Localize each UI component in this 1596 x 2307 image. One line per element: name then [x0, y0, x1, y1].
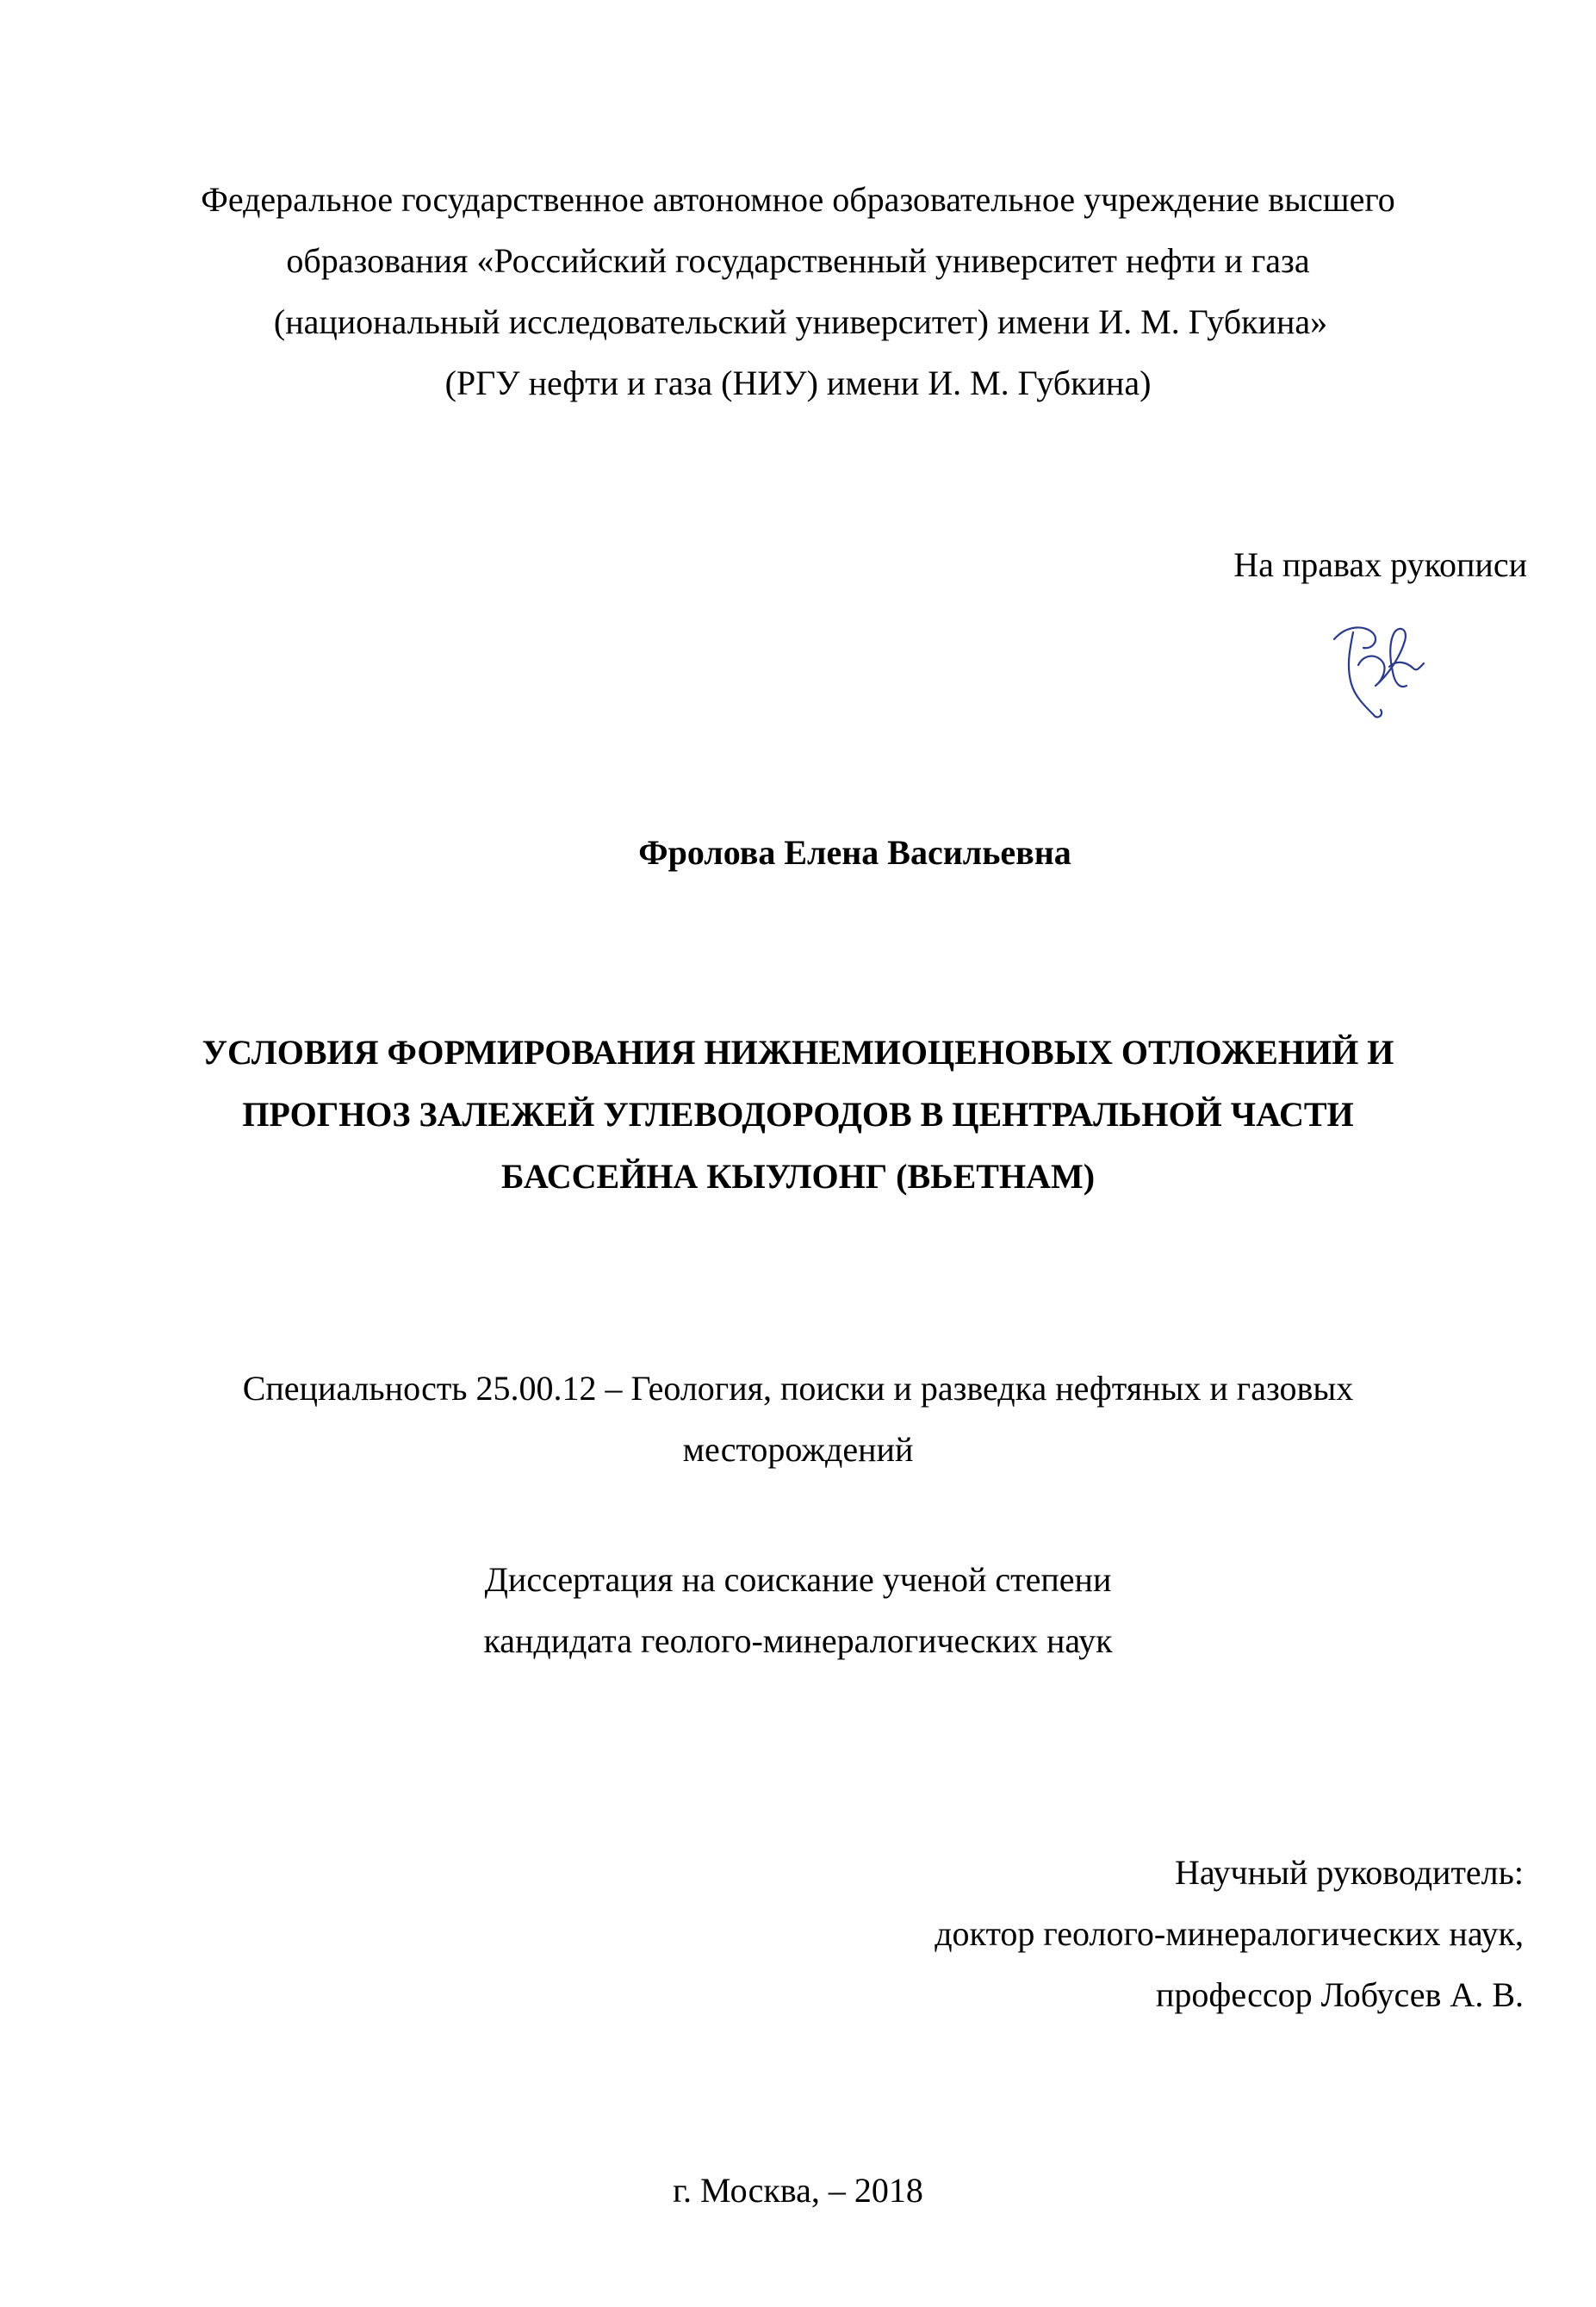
- specialty-line-1: Специальность 25.00.12 – Геология, поиски и разведка нефтяных и газовых: [242, 1369, 1354, 1408]
- advisor-heading: Научный руководитель:: [1174, 1853, 1524, 1892]
- signature-drawing: [1313, 603, 1434, 724]
- degree-line-1: Диссертация на соискание ученой степени: [484, 1560, 1112, 1599]
- signature-icon: [1313, 603, 1434, 724]
- thesis-title-line-1: УСЛОВИЯ ФОРМИРОВАНИЯ НИЖНЕМИОЦЕНОВЫХ ОТЛОЖЕНИЙ И: [202, 1033, 1394, 1072]
- institution-line-3: (национальный исследовательский университет) имени И. М. Губкина»: [273, 302, 1328, 341]
- institution-line-2: образования «Российский государственный университет нефти и газа: [286, 241, 1310, 280]
- thesis-title-line-3: БАССЕЙНА КЫУЛОНГ (ВЬЕТНАМ): [500, 1157, 1096, 1196]
- degree-statement: [0, 1549, 1596, 1671]
- degree-line-2: кандидата геолого-минералогических наук: [483, 1621, 1113, 1660]
- thesis-title-line-2: ПРОГНОЗ ЗАЛЕЖЕЙ УГЛЕВОДОРОДОВ В ЦЕНТРАЛЬНОЙ ЧАСТИ: [242, 1095, 1354, 1134]
- specialty-line-2: месторождений: [682, 1430, 914, 1469]
- institution-line-4: (РГУ нефти и газа (НИУ) имени И. М. Губкина): [444, 364, 1152, 402]
- advisor-name: профессор Лобусев А. В.: [1156, 1975, 1524, 2014]
- scientific-advisor: [935, 1842, 1524, 2025]
- institution-header: [0, 169, 1596, 414]
- manuscript-rights-label: На правах рукописи: [1233, 545, 1527, 584]
- advisor-degree: доктор геолого-минералогических наук,: [935, 1914, 1524, 1953]
- author-name: Фролова Елена Васильевна: [638, 833, 1071, 872]
- specialty-text: [0, 1358, 1596, 1480]
- thesis-title: [0, 1022, 1596, 1208]
- institution-line-1: Федеральное государственное автономное образовательное учреждение высшего: [201, 180, 1395, 219]
- city-year: г. Москва, – 2018: [673, 2171, 923, 2210]
